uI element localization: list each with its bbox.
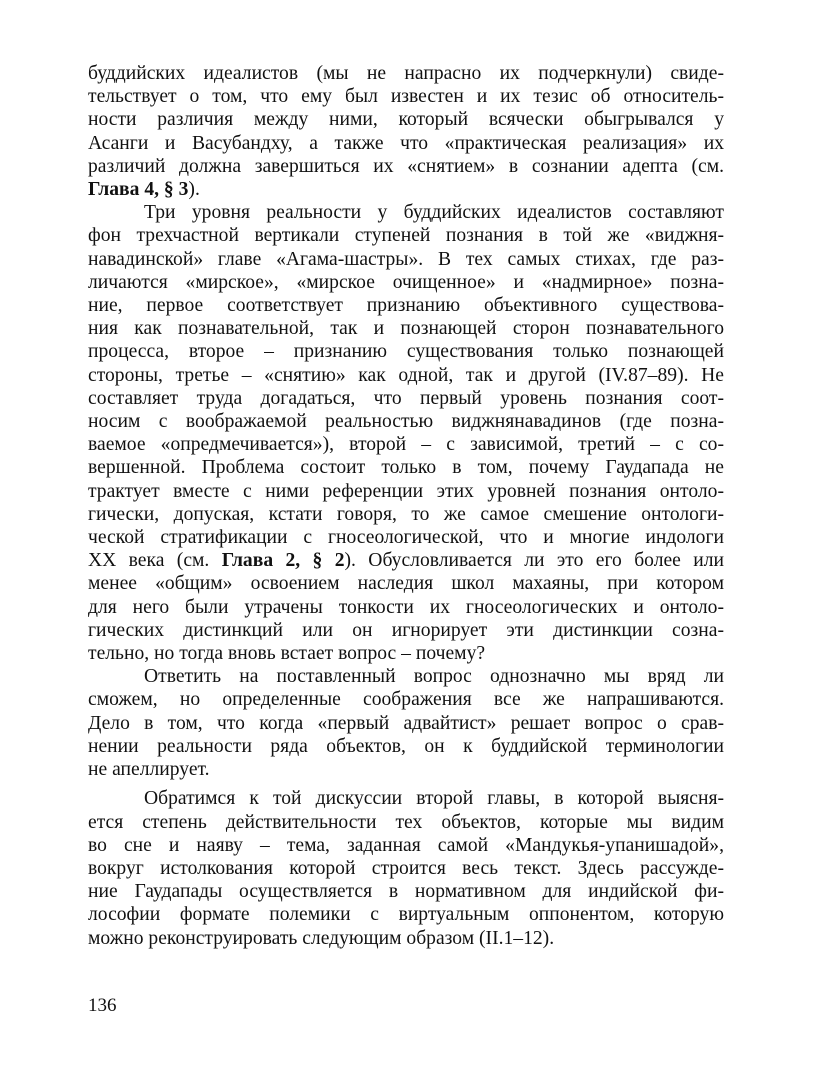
text-segment: менее «общим» освоением наследия школ махаяны, при котором [88, 573, 724, 595]
text-line [88, 642, 724, 665]
text-segment: вокруг истолкования которой строится весь текст. Здесь рассужде- [88, 857, 724, 879]
text-segment: ние, первое соответствует признанию объективного существова- [88, 295, 724, 317]
text-line [88, 927, 724, 950]
text-segment: сможем, но определенные соображения все же напрашиваются. [88, 689, 724, 711]
text-segment: составляет труда догадаться, что первый уровень познания соот- [88, 387, 724, 409]
text-segment: Дело в том, что когда «первый адвайтист» решает вопрос о срав- [88, 712, 724, 734]
text-line [88, 271, 724, 294]
text-segment: ности различия между ними, который всячески обыгрывался у [88, 109, 724, 131]
text-line [88, 132, 724, 155]
text-segment: Обратимся к той дискуссии второй главы, в которой выясня- [144, 788, 724, 810]
page-number: 136 [88, 995, 117, 1016]
text-line [88, 433, 724, 456]
text-line [88, 224, 724, 247]
text-line [88, 596, 724, 619]
text-segment: Три уровня реальности у буддийских идеалистов составляют [144, 202, 724, 224]
bold-reference: Глава 2, § 2 [221, 550, 345, 572]
text-segment: ваемое «опредмечивается»), второй – с зависимой, третий – с со- [88, 434, 724, 456]
text-segment: Ответить на поставленный вопрос однозначно мы вряд ли [144, 666, 724, 688]
text-line [88, 688, 724, 711]
text-line [88, 364, 724, 387]
paragraph [88, 201, 724, 665]
text-segment: нении реальности ряда объектов, он к буддийской терминологии [88, 735, 724, 757]
text-segment: гических дистинкций или он игнорирует эти дистинкции созна- [88, 619, 724, 641]
text-segment: процесса, второе – признанию существования только познающей [88, 341, 724, 363]
text-line [88, 85, 724, 108]
text-line [88, 108, 724, 131]
paragraph [88, 787, 724, 949]
text-segment: ется степень действительности тех объектов, которые мы видим [88, 811, 724, 833]
text-line [88, 410, 724, 433]
text-line [88, 880, 724, 903]
text-segment: трактует вместе с ними референции этих уровней познания онтоло- [88, 480, 724, 502]
text-line [88, 665, 724, 688]
text-segment: для него были утрачены тонкости их гносеологических и онтоло- [88, 596, 724, 618]
text-line [88, 340, 724, 363]
text-segment: буддийских идеалистов (мы не напрасно их подчеркнули) свиде- [88, 63, 724, 84]
text-line [88, 62, 724, 85]
text-line [88, 456, 724, 479]
text-line [88, 178, 724, 201]
text-segment: ние Гаудапады осуществляется в нормативном для индийской фи- [88, 881, 724, 903]
text-segment: носим с воображаемой реальностью виджнянавадинов (где позна- [88, 411, 724, 433]
text-segment: ческой стратификации с гносеологической, что и многие индологи [88, 527, 724, 549]
text-segment: тельствует о том, что ему был известен и их тезис об относитель- [88, 86, 724, 108]
text-line [88, 248, 724, 271]
text-line [88, 549, 724, 572]
text-line [88, 811, 724, 834]
text-segment: различий должна завершиться их «снятием» в сознании адепта (см. [88, 155, 724, 177]
text-line [88, 526, 724, 549]
text-line [88, 294, 724, 317]
text-line [88, 201, 724, 224]
text-line [88, 387, 724, 410]
page-body [88, 62, 724, 950]
text-segment: навадинской» главе «Агама-шастры». В тех самых стихах, где раз- [88, 248, 724, 270]
text-segment: можно реконструировать следующим образом (II.1–12). [88, 927, 555, 949]
paragraph [88, 665, 724, 781]
text-line [88, 903, 724, 926]
paragraph [88, 62, 724, 201]
text-segment: стороны, третье – «снятию» как одной, так и другой (IV.87–89). Не [88, 364, 724, 386]
text-segment: фон трехчастной вертикали ступеней познания в той же «виджня- [88, 225, 724, 247]
text-segment: лософии формате полемики с виртуальным оппонентом, которую [88, 904, 724, 926]
text-segment: тельно, но тогда вновь встает вопрос – почему? [88, 643, 486, 665]
text-segment: Асанги и Васубандху, а также что «практическая реализация» их [88, 132, 724, 154]
text-segment: не апеллирует. [88, 759, 210, 781]
text-line [88, 480, 724, 503]
text-line [88, 317, 724, 340]
text-segment: ). [188, 179, 200, 201]
main-text [88, 62, 724, 950]
text-line [88, 857, 724, 880]
text-line [88, 758, 724, 781]
text-line [88, 787, 724, 810]
text-line [88, 503, 724, 526]
text-line [88, 834, 724, 857]
text-segment: личаются «мирское», «мирское очищенное» и «надмирное» позна- [88, 271, 724, 293]
text-segment: гически, допуская, кстати говоря, то же самое смешение онтологи- [88, 503, 724, 525]
text-line [88, 712, 724, 735]
text-segment: во сне и наяву – тема, заданная самой «Мандукья-упанишадой», [88, 834, 724, 856]
text-line [88, 155, 724, 178]
text-line [88, 735, 724, 758]
text-line [88, 619, 724, 642]
text-segment: вершенной. Проблема состоит только в том, почему Гаудапада не [88, 457, 724, 479]
text-segment: ния как познавательной, так и познающей сторон познавательного [88, 318, 724, 340]
text-line [88, 572, 724, 595]
text-segment: ). Обусловливается ли это его более или [344, 550, 724, 572]
text-segment: XX века (см. [88, 550, 222, 572]
bold-reference: Глава 4, § 3 [88, 179, 189, 201]
